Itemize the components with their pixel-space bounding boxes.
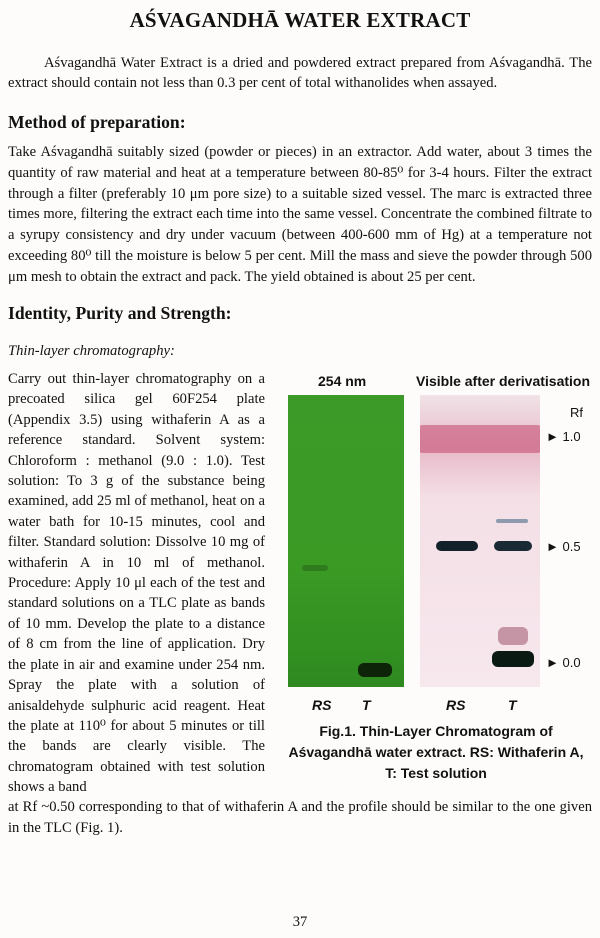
method-paragraph: Take Aśvagandhā suitably sized (powder or pieces) in an extractor. Add water, about 3 times the quantity of raw material and heat at a temperature between 80-85⁰ for 3-4 hours. Filter the extract through a filter (preferably 10 μm pore size) to a suitable sized vessel. The marc is extracted three times more, filtering the extract each time into the same vessel. Concentrate the combined filtrate to a syrupy consistency and dry under vacuum (between 400-600 mm of Hg) at a temperature not exceeding 80⁰ till the moisture is below 5 per cent. Mill the mass and sieve the powder through 500 μm mesh to obtain the extract and pack. The yield obtained is about 25 per cent.	[8, 144, 592, 285]
figure-caption	[278, 721, 594, 784]
tlc-figure	[270, 369, 600, 789]
rf-title: Rf	[570, 405, 583, 420]
uv-rs-band	[302, 565, 328, 571]
tlc-subheading: Thin-layer chromatography:	[8, 343, 175, 359]
visible-plate-heading: Visible after derivatisation	[416, 373, 591, 389]
uv-plate-heading: 254 nm	[318, 373, 367, 389]
vis-t-streak	[498, 627, 528, 645]
identity-heading: Identity, Purity and Strength:	[8, 303, 232, 323]
page-number: 37	[292, 914, 308, 930]
intro-paragraph: Aśvagandhā Water Extract is a dried and powdered extract prepared from Aśvagandhā. The extract should contain not less than 0.3 per cent of total withanolides when assayed.	[8, 55, 592, 91]
vis-rs-band	[436, 541, 478, 551]
visible-plate-image	[420, 395, 540, 687]
rf-mark-1: ► 1.0	[546, 429, 581, 444]
caption-line-1: Fig.1. Thin-Layer Chromatogram of	[319, 723, 553, 739]
tlc-procedure-text: Carry out thin-layer chromatography on a precoated silica gel 60F254 plate (Appendix 3.5) using withaferin A as a reference standard. Solvent system: Chloroform : methanol (9.0 : 1.0). Test solution: To 3 g of the substance being examined, add 25 ml of methanol, heat on a water bath for 10-15 minutes, cool and filter. Standard solution: Dissolve 10 mg of withaferin A in 10 ml of methanol. Procedure: Apply 10 μl each of the test and standard solutions on a TLC plate as bands of 10 mm. Develop the plate to a distance of 8 cm from the line of application. Dry the plate in air and examine under 254 nm. Spray the plate with a solution of anisaldehyde sulphuric acid reagent. Heat the plate at 110⁰ for about 5 minutes or till the bands are clearly visible. The chromatogram obtained with test solution shows a band	[8, 371, 265, 796]
page-title: AŚVAGANDHĀ WATER EXTRACT	[129, 8, 471, 32]
tlc-conclusion-text: at Rf ~0.50 corresponding to that of withaferin A and the profile should be similar to the one given in the TLC (Fig. 1).	[8, 799, 592, 836]
rf-mark-0: ► 0.0	[546, 655, 581, 670]
vis-lane-rs: RS	[446, 697, 466, 713]
caption-line-2: Aśvagandhā water extract. RS: Withaferin A,	[288, 744, 584, 760]
vis-t-origin-band	[492, 651, 534, 667]
uv-lane-t: T	[362, 697, 371, 713]
method-heading: Method of preparation:	[8, 112, 186, 132]
caption-line-3: T: Test solution	[385, 765, 487, 781]
uv-lane-rs: RS	[312, 697, 332, 713]
rf-mark-0-5: ► 0.5	[546, 539, 581, 554]
uv-t-band	[358, 663, 392, 677]
solvent-front-band	[420, 425, 540, 453]
vis-t-band	[494, 541, 532, 551]
vis-lane-t: T	[508, 697, 517, 713]
uv-plate-image	[288, 395, 404, 687]
vis-t-upper-band	[496, 519, 528, 523]
